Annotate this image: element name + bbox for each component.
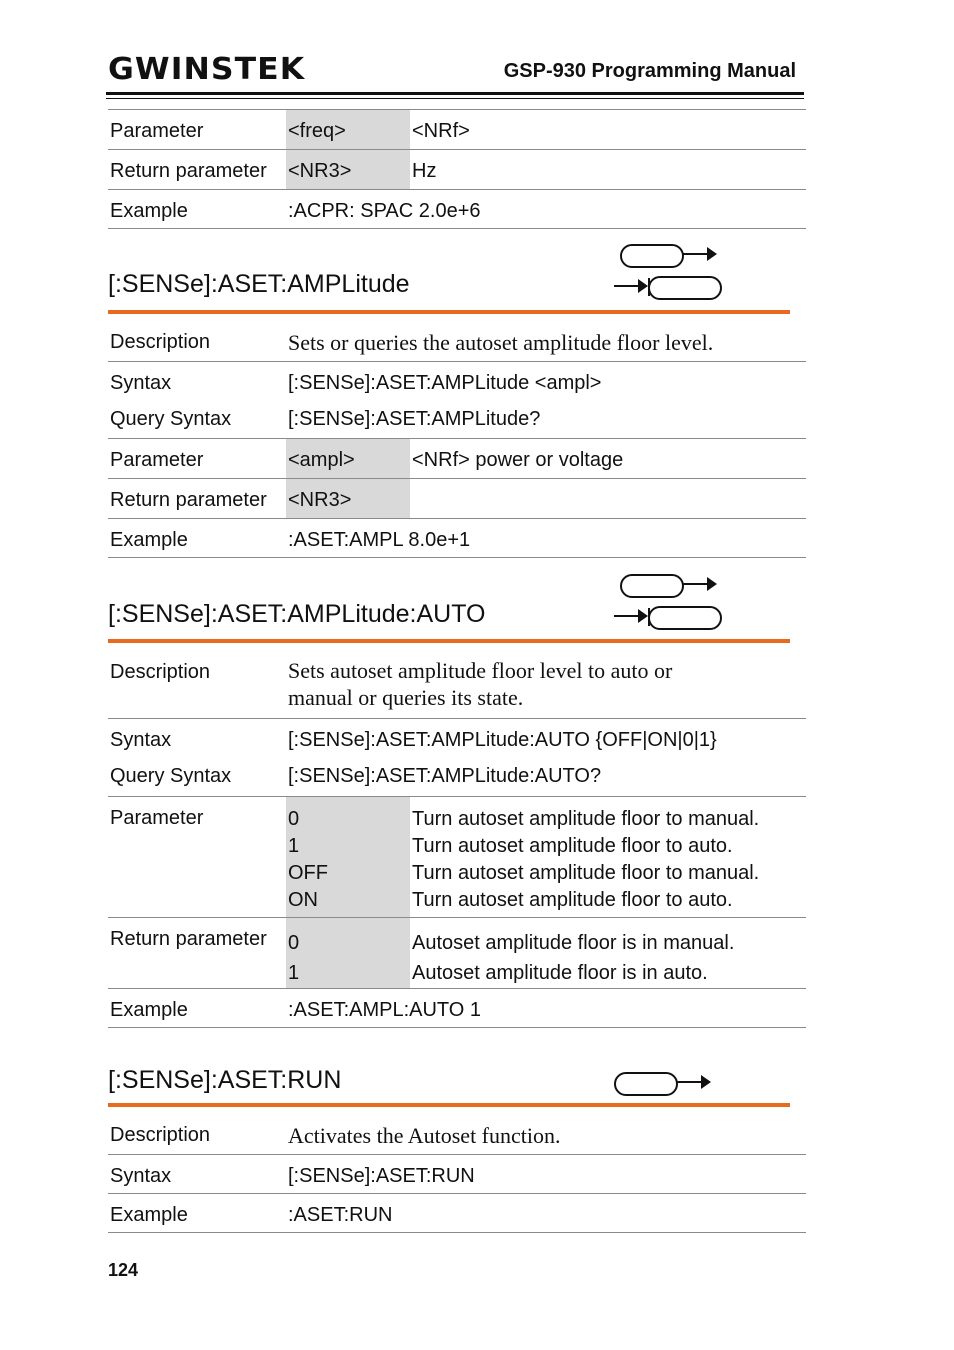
return-type: 0 [288,931,300,954]
table-row [108,361,806,400]
syntax-text: [:SENSe]:ASET:AMPLitude:AUTO {OFF|ON|0|1} [288,728,717,751]
table-row [108,655,806,718]
param-type: <freq> [286,110,410,150]
top-spec-table [108,109,806,229]
description-text [286,655,806,718]
table-row [108,718,806,757]
section-spec-table [108,1118,806,1233]
query-icon [614,274,724,300]
table-row [108,110,806,150]
description-line: manual or queries its state. [288,685,524,710]
set-icon [614,572,724,598]
row-label: Syntax [110,371,172,394]
param-desc-list [410,796,806,917]
row-label: Example [108,518,286,557]
example-value: :ASET:AMPL:AUTO 1 [286,988,806,1027]
row-label: Description [108,325,286,361]
param-desc: Hz [410,150,806,190]
example-value: :ACPR: SPAC 2.0e+6 [286,190,806,229]
section-spec-table [108,325,806,558]
param-desc: Turn autoset amplitude floor to auto. [412,888,733,911]
row-label: Syntax [108,1154,286,1193]
section-title: [:SENSe]:ASET:AMPLitude [108,270,410,298]
table-row [108,1193,806,1232]
table-row [108,1118,806,1154]
header-rule-thin [106,98,804,99]
section-rule [108,310,790,314]
row-label: Parameter [108,438,286,478]
description-line: Sets autoset amplitude floor level to auto or [288,658,673,683]
table-row [108,1154,806,1193]
table-row [108,150,806,190]
return-desc: Autoset amplitude floor is in manual. [412,931,735,954]
table-row [108,796,806,917]
query-icon [614,604,724,630]
return-type: <NR3> [286,478,410,518]
param-desc: Turn autoset amplitude floor to auto. [412,834,733,857]
row-label: Example [108,988,286,1027]
row-label: Syntax [110,728,172,751]
param-desc: <NRf> [410,110,806,150]
return-desc: Autoset amplitude floor is in auto. [412,961,708,984]
row-label: Return parameter [108,917,286,988]
manual-title: GSP-930 Programming Manual [503,60,796,82]
table-row [108,190,806,229]
section-rule [108,1103,790,1107]
row-label: Description [108,655,286,718]
table-row [108,325,806,361]
table-row [108,518,806,557]
syntax-text: [:SENSe]:ASET:AMPLitude <ampl> [288,371,602,394]
page-number: 124 [108,1260,139,1280]
row-label: Description [108,1118,286,1154]
section-spec-table [108,655,806,1028]
set-icon [614,242,724,268]
header-rule [106,92,804,95]
section-rule [108,639,790,643]
table-row [108,757,806,796]
table-row [108,917,806,988]
section-title: [:SENSe]:ASET:RUN [108,1066,342,1094]
table-row [108,438,806,478]
param-desc: <NRf> power or voltage [410,438,806,478]
param-type-list [286,796,410,917]
syntax-text: [:SENSe]:ASET:RUN [286,1154,806,1193]
return-desc-list [410,917,806,988]
return-desc [410,478,806,518]
brand-logo: GWINSTEK [108,52,306,87]
row-label: Query Syntax [108,400,286,438]
table-row [108,400,806,438]
param-type: ON [288,888,318,911]
param-type: 1 [288,834,300,857]
query-syntax-text: [:SENSe]:ASET:AMPLitude:AUTO? [286,757,806,796]
param-type: <ampl> [286,438,410,478]
param-desc: Turn autoset amplitude floor to manual. [412,807,760,830]
row-label: Parameter [108,110,286,150]
table-row [108,988,806,1027]
set-icon [608,1070,718,1096]
query-syntax-text: [:SENSe]:ASET:AMPLitude? [286,400,806,438]
row-label: Return parameter [108,150,286,190]
param-type: 0 [288,807,300,830]
table-row [108,478,806,518]
row-label: Example [108,190,286,229]
row-label: Parameter [108,796,286,917]
row-label: Example [108,1193,286,1232]
param-type: OFF [288,861,328,884]
return-type-list [286,917,410,988]
section-title: [:SENSe]:ASET:AMPLitude:AUTO [108,600,486,628]
return-type: 1 [288,961,300,984]
row-label: Query Syntax [108,757,286,796]
description-text: Activates the Autoset function. [286,1118,806,1154]
example-value: :ASET:RUN [286,1193,806,1232]
param-desc: Turn autoset amplitude floor to manual. [412,861,760,884]
row-label: Return parameter [108,478,286,518]
description-text: Sets or queries the autoset amplitude floor level. [286,325,806,361]
example-value: :ASET:AMPL 8.0e+1 [286,518,806,557]
param-type: <NR3> [286,150,410,190]
